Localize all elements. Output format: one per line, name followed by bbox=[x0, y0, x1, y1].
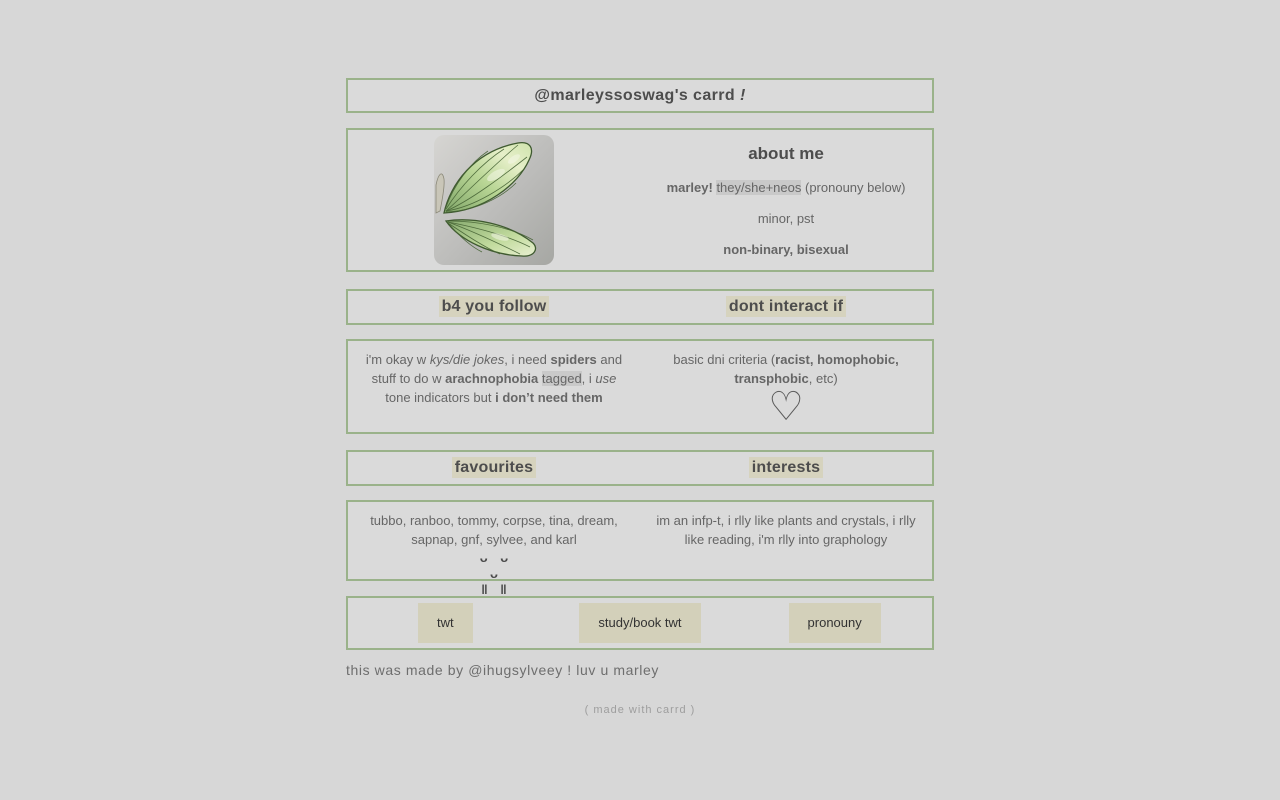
byf-content-cell bbox=[348, 341, 640, 432]
kaomoji-mouth: ᴗ bbox=[490, 566, 498, 581]
favourites-header-cell bbox=[348, 459, 640, 477]
byf-dni-header-row bbox=[346, 289, 934, 325]
favourites-heading: favourites bbox=[452, 457, 536, 478]
interests-heading: interests bbox=[749, 457, 824, 478]
byf-heading: b4 you follow bbox=[439, 296, 550, 317]
about-text-column bbox=[640, 130, 932, 270]
links-row bbox=[346, 596, 934, 650]
kaomoji-face bbox=[480, 550, 509, 598]
pronouny-button[interactable]: pronouny bbox=[789, 603, 881, 643]
button-cell-1 bbox=[348, 603, 543, 643]
page-title bbox=[534, 87, 745, 105]
fav-int-content-row bbox=[346, 500, 934, 597]
about-line-age: minor, pst bbox=[757, 210, 815, 226]
button-cell-2 bbox=[543, 603, 738, 643]
title-box bbox=[346, 78, 934, 113]
interests-text: im an infp-t, i rlly like plants and crystals, i rlly like reading, i'm rlly into graphology bbox=[656, 513, 916, 547]
fav-int-header-row bbox=[346, 450, 934, 486]
page-column bbox=[346, 0, 934, 716]
kaomoji-eyes: ᴗ ᴗ bbox=[479, 550, 509, 565]
favourites-content-cell bbox=[348, 502, 640, 597]
about-line-pronouns: marley! they/she+neos (pronouny below) bbox=[666, 179, 906, 195]
about-section bbox=[346, 128, 934, 272]
button-cell-3 bbox=[737, 603, 932, 643]
page-title-text: @marleyssoswag's carrd bbox=[534, 86, 740, 104]
dni-header-cell bbox=[640, 298, 932, 316]
credit-text: this was made by @ihugsylveey ! luv u marley bbox=[346, 662, 659, 678]
made-with-carrd-text: ( made with carrd ) bbox=[584, 704, 696, 716]
favourites-text: tubbo, ranboo, tommy, corpse, tina, dream, sapnap, gnf, sylvee, and karl bbox=[370, 513, 618, 547]
about-line-identity: non-binary, bisexual bbox=[723, 241, 849, 257]
about-heading: about me bbox=[748, 143, 824, 163]
fairy-wings-image bbox=[434, 135, 554, 265]
page-title-accent: ! bbox=[739, 86, 746, 104]
twt-button[interactable]: twt bbox=[418, 603, 473, 643]
interests-header-cell bbox=[640, 459, 932, 477]
dni-text: basic dni criteria (racist, homophobic, transphobic, etc) bbox=[673, 352, 899, 386]
dni-heading: dont interact if bbox=[726, 296, 846, 317]
byf-dni-content-row bbox=[346, 339, 934, 434]
interests-content-cell bbox=[640, 502, 932, 579]
byf-header-cell bbox=[348, 298, 640, 316]
about-image-column bbox=[348, 130, 640, 270]
byf-text: i'm okay w kys/die jokes, i need spiders and stuff to do w arachnophobia tagged, i use tone indicators but i don’t need them bbox=[365, 352, 623, 405]
kaomoji-legs: ‖ ‖ bbox=[481, 582, 507, 597]
dni-content-cell bbox=[640, 341, 932, 432]
study-book-twt-button[interactable]: study/book twt bbox=[579, 603, 700, 643]
heart-outline-icon: ♡ bbox=[768, 384, 804, 430]
